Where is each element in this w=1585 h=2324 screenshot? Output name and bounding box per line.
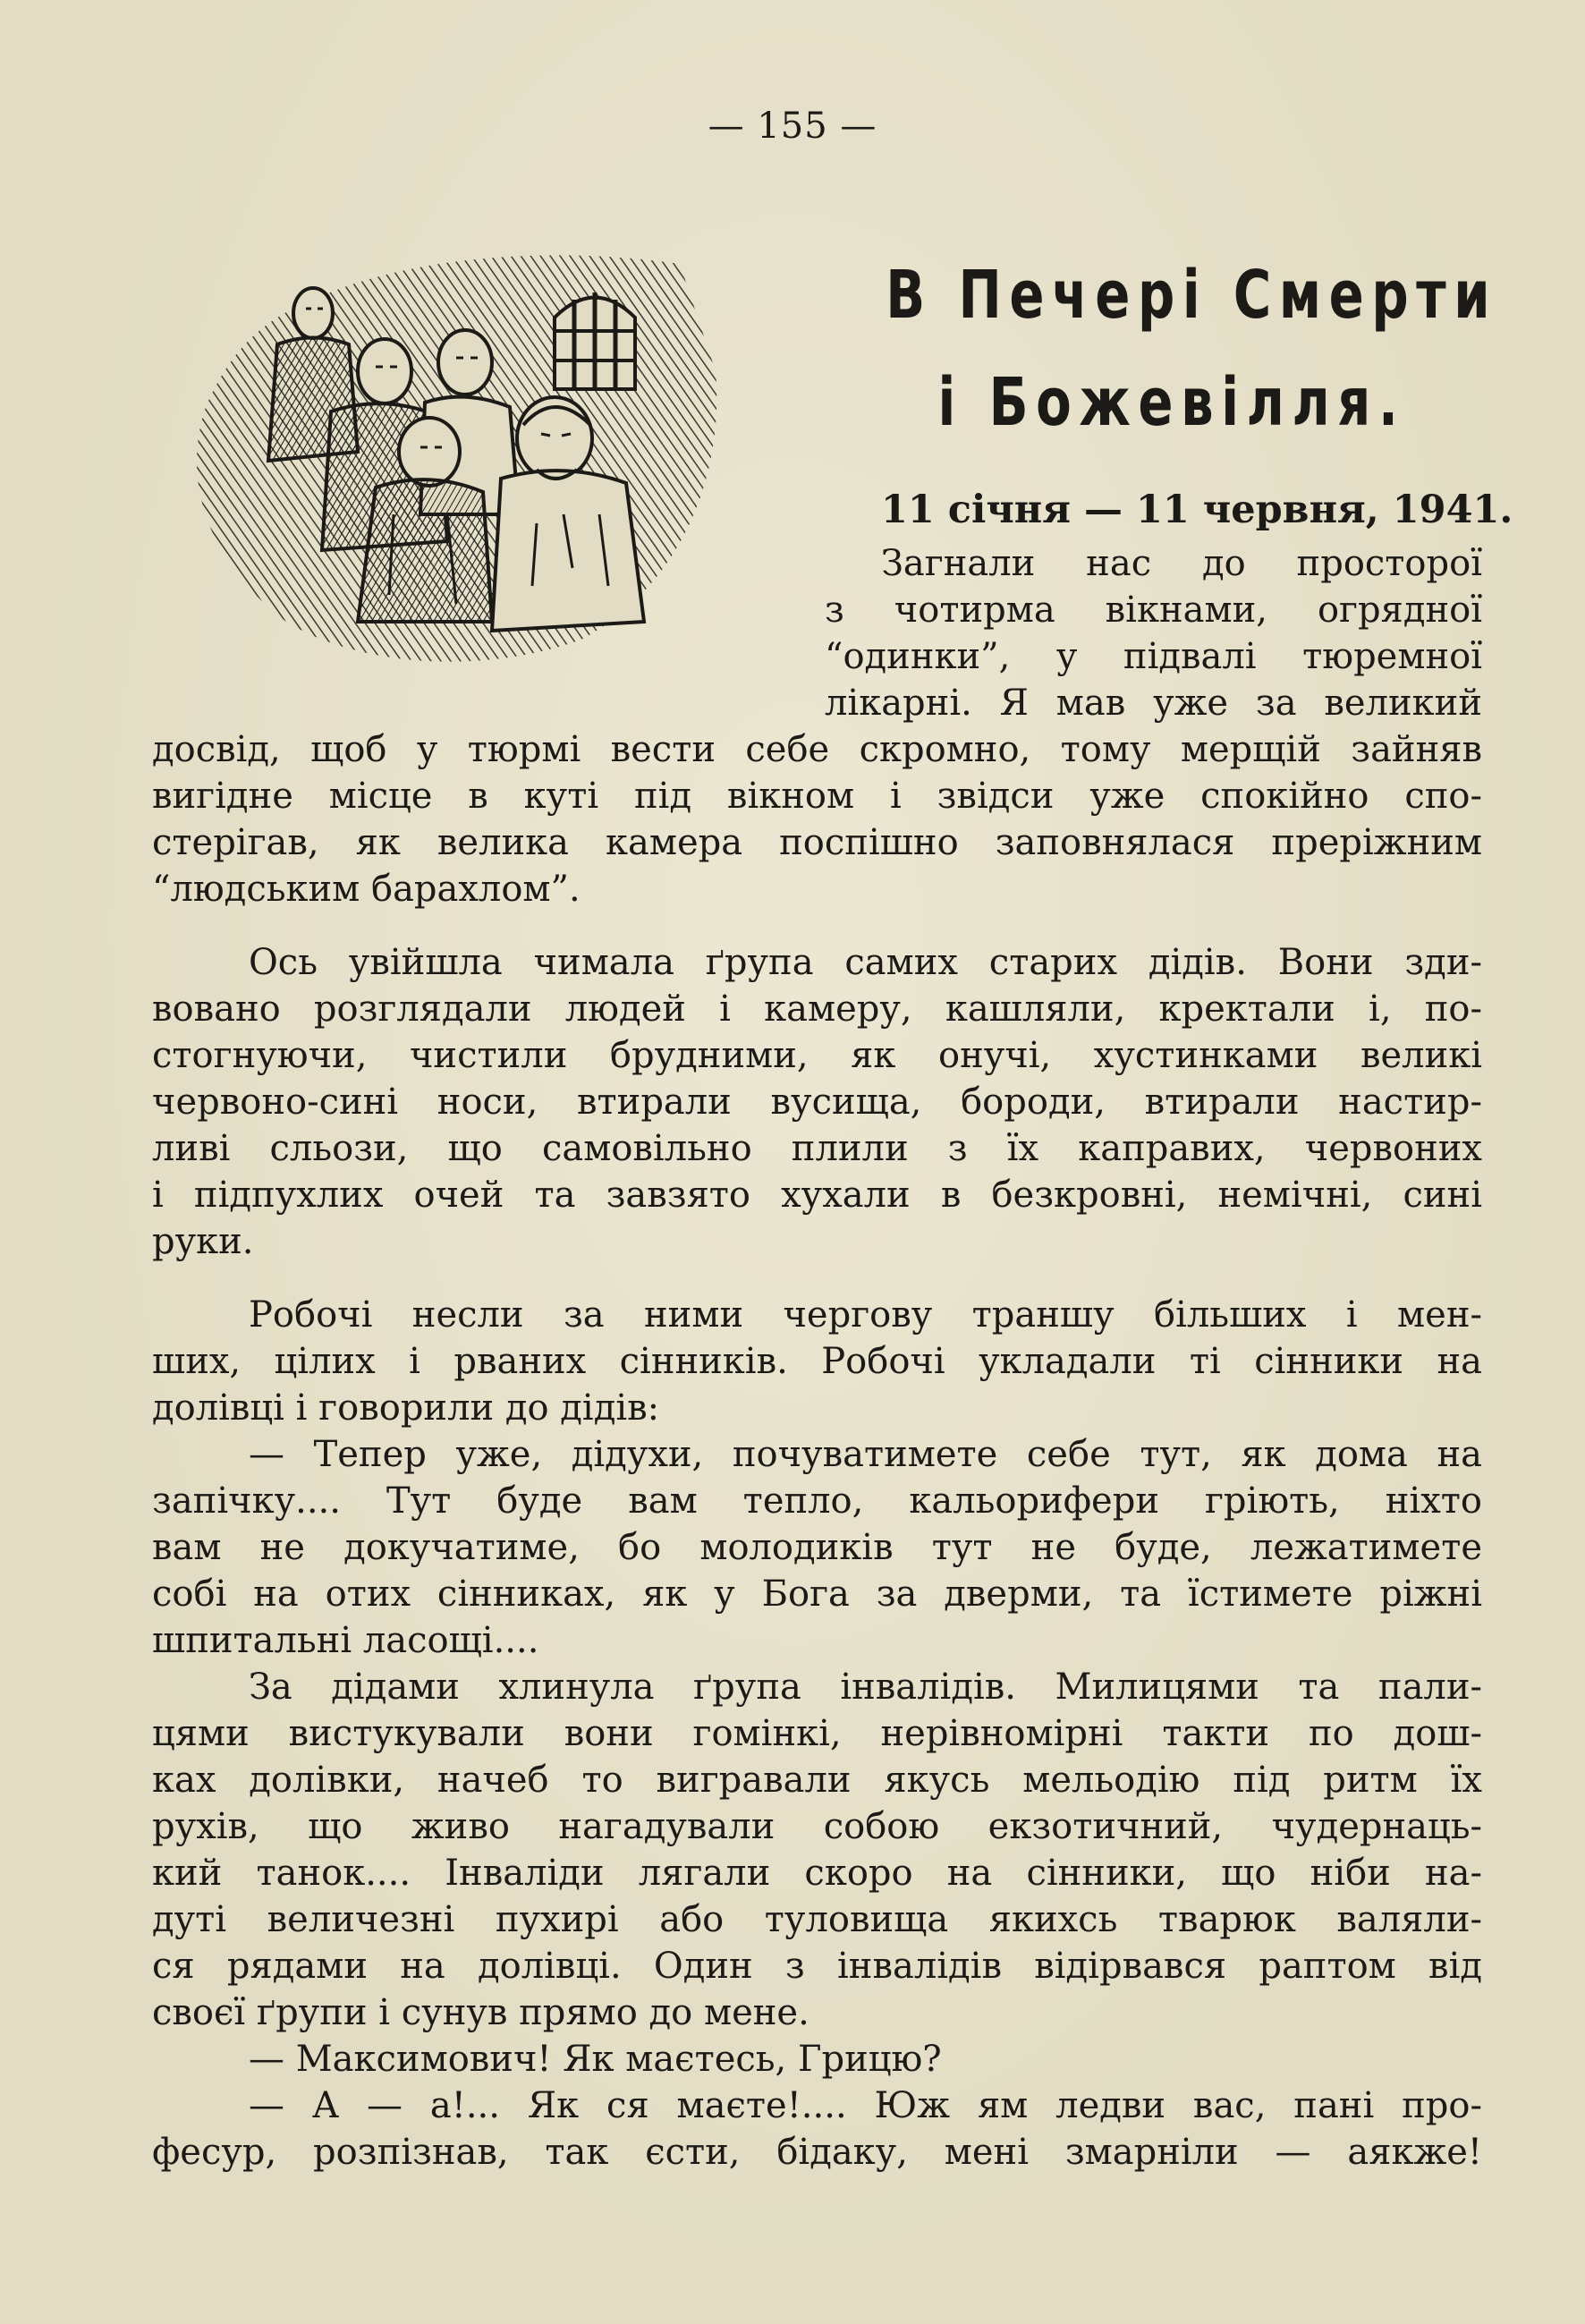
text-line: червоно-сині носи, втирали вусища, бороди, втирали настир- — [152, 1081, 1482, 1123]
text-line: стерігав, як велика камера поспішно заповнялася преріжним — [152, 822, 1482, 863]
text-line: ках долівки, начеб то вигравали якусь мельодію під ритм їх — [152, 1760, 1482, 1801]
text-line: — Тепер уже, дідухи, почуватимете себе тут, як дома на — [249, 1434, 1482, 1475]
chapter-title-line-1: В Печері Смерти — [886, 257, 1498, 334]
text-line: Ось увійшла чимала ґрупа самих старих дідів. Вони зди- — [249, 942, 1482, 983]
text-line: шпитальні ласощі.... — [152, 1620, 539, 1661]
chapter-title — [805, 242, 1538, 456]
text-line: стогнуючи, чистили брудними, як онучі, хустинками великі — [152, 1035, 1482, 1076]
text-line: “людським барахлом”. — [152, 869, 581, 910]
text-line: долівці і говорили до дідів: — [152, 1387, 660, 1429]
text-line: лікарні. Я мав уже за великий — [825, 683, 1482, 724]
text-line: фесур, розпізнав, так єсти, бідаку, мені змарніли — аякже! — [152, 2132, 1482, 2173]
text-line: — Максимович! Як маєтесь, Грицю? — [249, 2039, 942, 2080]
text-line: кий танок.... Інваліди лягали скоро на сінники, що ніби на- — [152, 1853, 1482, 1894]
text-line: і підпухлих очей та завзято хухали в безкровні, немічні, сині — [152, 1175, 1482, 1216]
text-line: цями вистукували вони гомінкі, нерівномірні такти по дош- — [152, 1713, 1482, 1754]
text-line: собі на отих сінниках, як у Бога за дверми, та їстимете ріжні — [152, 1573, 1482, 1615]
page-number: — 155 — — [708, 106, 877, 147]
text-line: вигідне місце в куті під вікном і звідси уже спокійно спо- — [152, 776, 1482, 817]
text-line: з чотирма вікнами, огрядної — [825, 589, 1482, 631]
chapter-title-line-2: і Божевілля. — [937, 364, 1406, 441]
text-line: Загнали нас до просторої — [881, 543, 1482, 584]
text-line: запічку.... Тут буде вам тепло, кальорифери гріють, ніхто — [152, 1480, 1482, 1522]
text-line: ся рядами на долівці. Один з інвалідів відірвався раптом від — [152, 1946, 1482, 1987]
text-line: ших, цілих і рваних сінників. Робочі укладали ті сінники на — [152, 1341, 1482, 1382]
barred-window — [555, 293, 635, 389]
text-line: вовано розглядали людей і камеру, кашляли, кректали і, по- — [152, 988, 1482, 1030]
text-line: дуті величезні пухирі або туловища якихсь тварюк валяли- — [152, 1899, 1482, 1940]
text-line: За дідами хлинула ґрупа інвалідів. Милицями та пали- — [249, 1667, 1482, 1708]
text-line: своєї ґрупи і сунув прямо до мене. — [152, 1992, 809, 2033]
chapter-date: 11 січня — 11 червня, 1941. — [881, 488, 1513, 532]
text-line: — А — а!... Як ся маєте!.... Юж ям ледви вас, пані про- — [249, 2085, 1482, 2126]
text-line: досвід, щоб у тюрмі вести себе скромно, тому мерщій зайняв — [152, 729, 1482, 770]
text-line: ливі сльози, що самовільно плили з їх каправих, червоних — [152, 1128, 1482, 1169]
text-line: “одинки”, у підвалі тюремної — [825, 636, 1482, 677]
text-line: Робочі несли за ними чергову траншу більших і мен- — [249, 1294, 1482, 1336]
text-line: руки. — [152, 1221, 254, 1262]
text-line: рухів, що живо нагадували собою екзотичний, чудернаць- — [152, 1806, 1482, 1847]
text-line: вам не докучатиме, бо молодиків тут не буде, лежатимете — [152, 1527, 1482, 1568]
prison-cell-illustration — [179, 246, 725, 675]
